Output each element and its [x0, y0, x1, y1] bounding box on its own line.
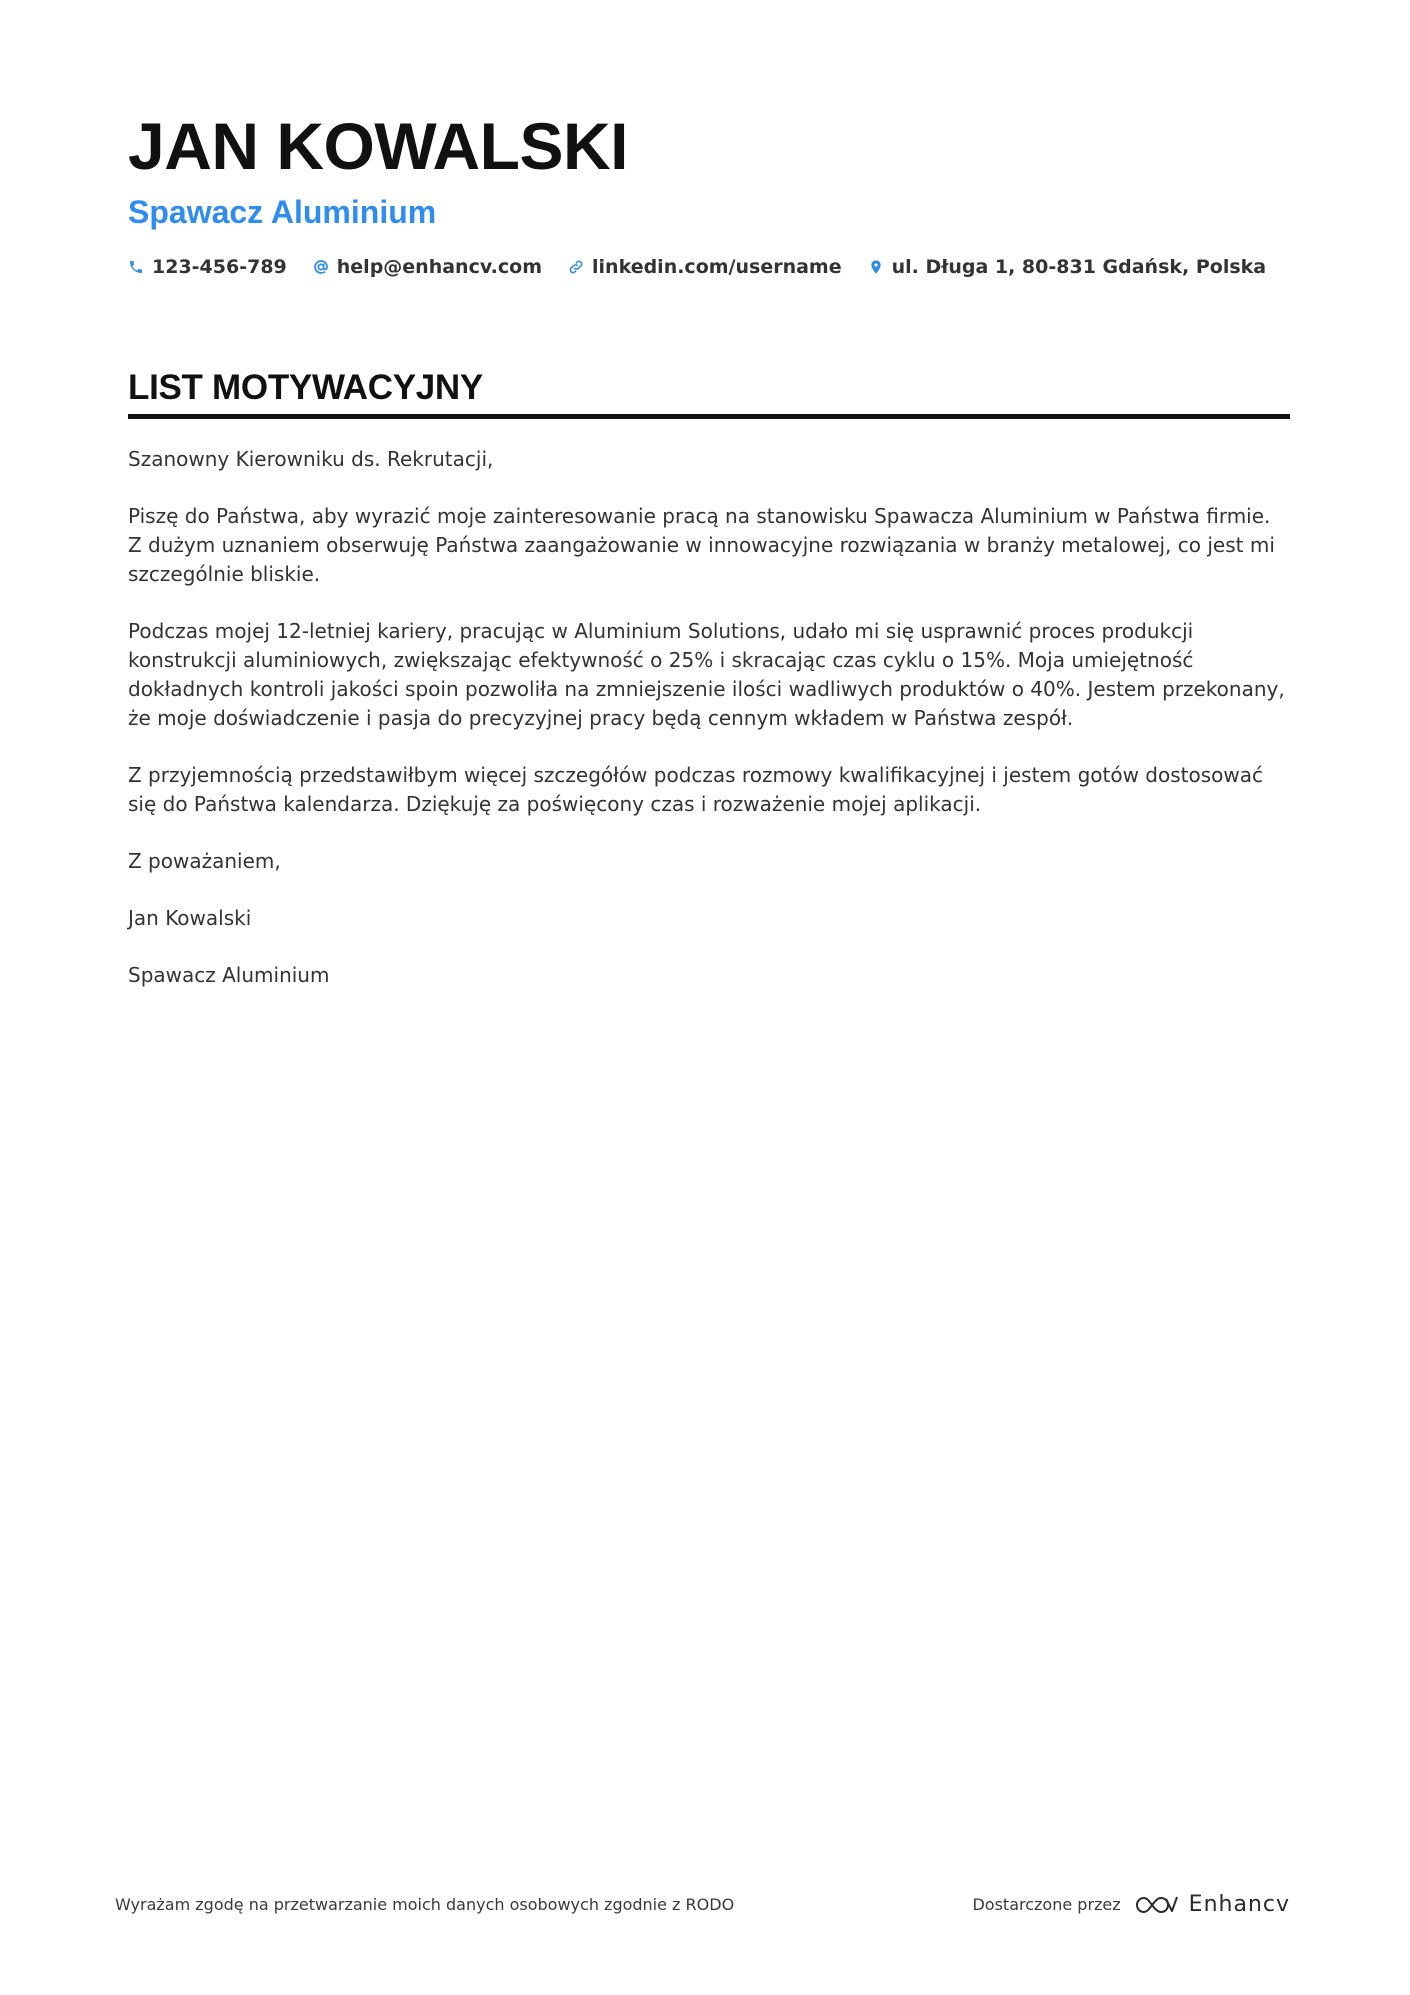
- footer: [115, 1892, 1290, 1917]
- address-text: ul. Długa 1, 80-831 Gdańsk, Polska: [891, 256, 1267, 278]
- phone-text: 123-456-789: [152, 256, 287, 278]
- cover-letter-section: [128, 366, 1290, 1018]
- letter-paragraph-3: Z przyjemnością przedstawiłbym więcej szczegółów podczas rozmowy kwalifikacyjnej i jestem gotów dostosować się do Państwa kalendarza. Dziękuję za poświęcony czas i rozważenie mojej aplikacji.: [128, 763, 1263, 816]
- contact-bar: [128, 256, 1290, 278]
- letter-paragraph-2: Podczas mojej 12-letniej kariery, pracując w Aluminium Solutions, udało mi się usprawnić proces produkcji konstrukcji aluminiowych, zwiększając efektywność o 25% i skracając czas cyklu o 15%. Moja umiejętność dokładnych kontroli jakości spoin pozwoliła na zmniejszenie ilości wadliwych produktów o 40%. Jestem przekonany, że moje doświadczenie i pasja do precyzyjnej pracy będą cennym wkładem w Państwa zespół.: [128, 619, 1285, 730]
- contact-phone: [128, 256, 287, 278]
- at-icon: [313, 259, 329, 275]
- candidate-title: Spawacz Aluminium: [128, 194, 437, 230]
- section-divider: [128, 414, 1290, 419]
- section-title: LIST MOTYWACYJNY: [128, 368, 483, 407]
- enhancv-brand[interactable]: [1133, 1892, 1290, 1917]
- linkedin-text: linkedin.com/username: [592, 256, 842, 278]
- contact-email: [313, 256, 542, 278]
- letter-paragraph-1: Piszę do Państwa, aby wyrazić moje zainteresowanie pracą na stanowisku Spawacza Aluminium w Państwa firmie. Z dużym uznaniem obserwuję Państwa zaangażowanie w innowacyjne rozwiązania w branży metalowej, co jest mi szczególnie bliskie.: [128, 504, 1275, 586]
- powered-by: [972, 1892, 1290, 1917]
- phone-icon: [128, 259, 144, 275]
- powered-by-label: Dostarczone przez: [972, 1895, 1121, 1914]
- gdpr-consent: Wyrażam zgodę na przetwarzanie moich danych osobowych zgodnie z RODO: [115, 1895, 735, 1914]
- location-pin-icon: [868, 259, 884, 275]
- header: [128, 108, 1290, 278]
- enhancv-logo-icon: [1133, 1893, 1179, 1917]
- letter-greeting: Szanowny Kierowniku ds. Rekrutacji,: [128, 447, 494, 471]
- email-text: help@enhancv.com: [336, 256, 543, 278]
- brand-name: Enhancv: [1188, 1892, 1290, 1917]
- candidate-name: JAN KOWALSKI: [128, 109, 629, 183]
- contact-address: [868, 256, 1267, 278]
- letter-body: [128, 445, 1290, 990]
- link-icon: [568, 259, 584, 275]
- contact-linkedin: [568, 256, 842, 278]
- signature-title: Spawacz Aluminium: [128, 963, 330, 987]
- signature-name: Jan Kowalski: [128, 906, 252, 930]
- letter-closing: Z poważaniem,: [128, 849, 281, 873]
